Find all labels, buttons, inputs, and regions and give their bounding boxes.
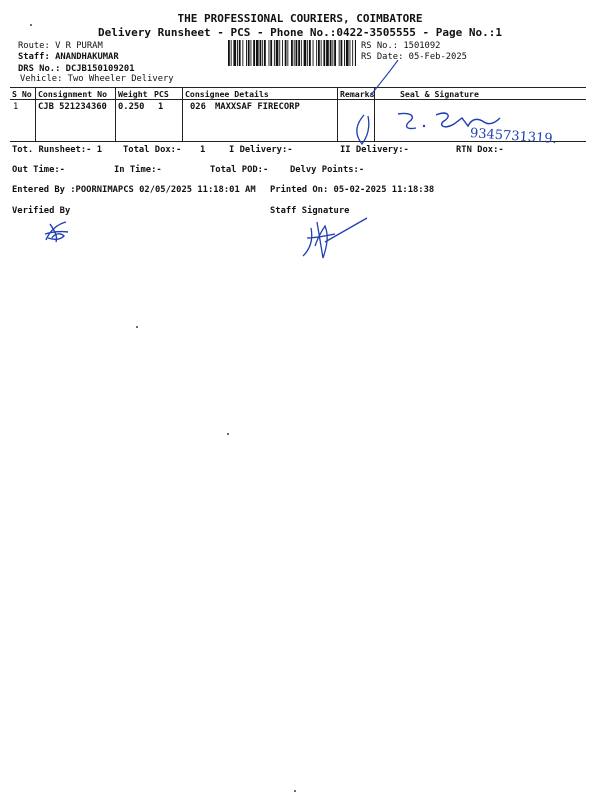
- out-time-label: Out Time:-: [12, 165, 65, 175]
- col-header-weight: Weight: [118, 89, 148, 99]
- vehicle-label: Vehicle: Two Wheeler Delivery: [20, 74, 174, 84]
- scan-speck: [294, 790, 296, 792]
- rs-number: RS No.: 1501092: [361, 41, 441, 51]
- i-delivery-label: I Delivery:-: [229, 145, 293, 155]
- table-divider: [35, 87, 36, 141]
- scan-speck: [30, 24, 32, 26]
- row-pcs: 1: [158, 102, 164, 112]
- handwritten-phone: 9345731319.: [469, 126, 558, 148]
- rtn-dox-label: RTN Dox:-: [456, 145, 504, 155]
- table-divider: [115, 87, 116, 141]
- total-dox-value: 1: [200, 145, 206, 155]
- col-header-sno: S No: [12, 89, 32, 99]
- col-header-consignment: Consignment No: [38, 89, 108, 99]
- table-divider: [337, 87, 338, 141]
- drs-number: DRS No.: DCJB150109201: [18, 64, 135, 74]
- row-weight: 0.250: [118, 102, 145, 112]
- col-header-pcs: PCS: [154, 89, 169, 99]
- row-sno: 1: [13, 102, 19, 112]
- delvy-points-label: Delvy Points:-: [290, 165, 365, 175]
- staff-label: Staff: ANANDHAKUMAR: [18, 52, 119, 62]
- runsheet-subtitle: Delivery Runsheet - PCS - Phone No.:0422-3505555 - Page No.:1: [98, 26, 502, 39]
- tot-runsheet: Tot. Runsheet:- 1: [12, 145, 103, 155]
- barcode-image: [228, 40, 356, 66]
- entered-by: Entered By :POORNIMAPCS 02/05/2025 11:18:01 AM: [12, 185, 256, 195]
- printed-on: Printed On: 05-02-2025 11:18:38: [270, 185, 435, 195]
- table-divider: [182, 87, 183, 141]
- scan-speck: [227, 433, 229, 435]
- ii-delivery-label: II Delivery:-: [340, 145, 409, 155]
- company-title: THE PROFESSIONAL COURIERS, COIMBATORE: [177, 12, 423, 25]
- row-consignment: CJB 521234360: [38, 102, 107, 112]
- total-pod-label: Total POD:-: [210, 165, 269, 175]
- col-header-remarks: Remarks: [340, 89, 375, 99]
- staff-signature: [295, 214, 375, 262]
- route-label: Route: V R PURAM: [18, 41, 103, 51]
- rs-date: RS Date: 05-Feb-2025: [361, 52, 467, 62]
- staff-signature-label: Staff Signature: [270, 206, 350, 216]
- in-time-label: In Time:-: [114, 165, 162, 175]
- col-header-seal: Seal & Signature: [400, 89, 479, 99]
- verified-by-label: Verified By: [12, 206, 71, 216]
- col-header-consignee: Consignee Details: [185, 89, 269, 99]
- total-dox-label: Total Dox:-: [123, 145, 182, 155]
- verifier-signature: [40, 218, 74, 246]
- scan-speck: [136, 326, 138, 328]
- row-consignee-name: MAXXSAF FIRECORP: [215, 102, 300, 112]
- row-consignee-code: 026: [190, 102, 206, 112]
